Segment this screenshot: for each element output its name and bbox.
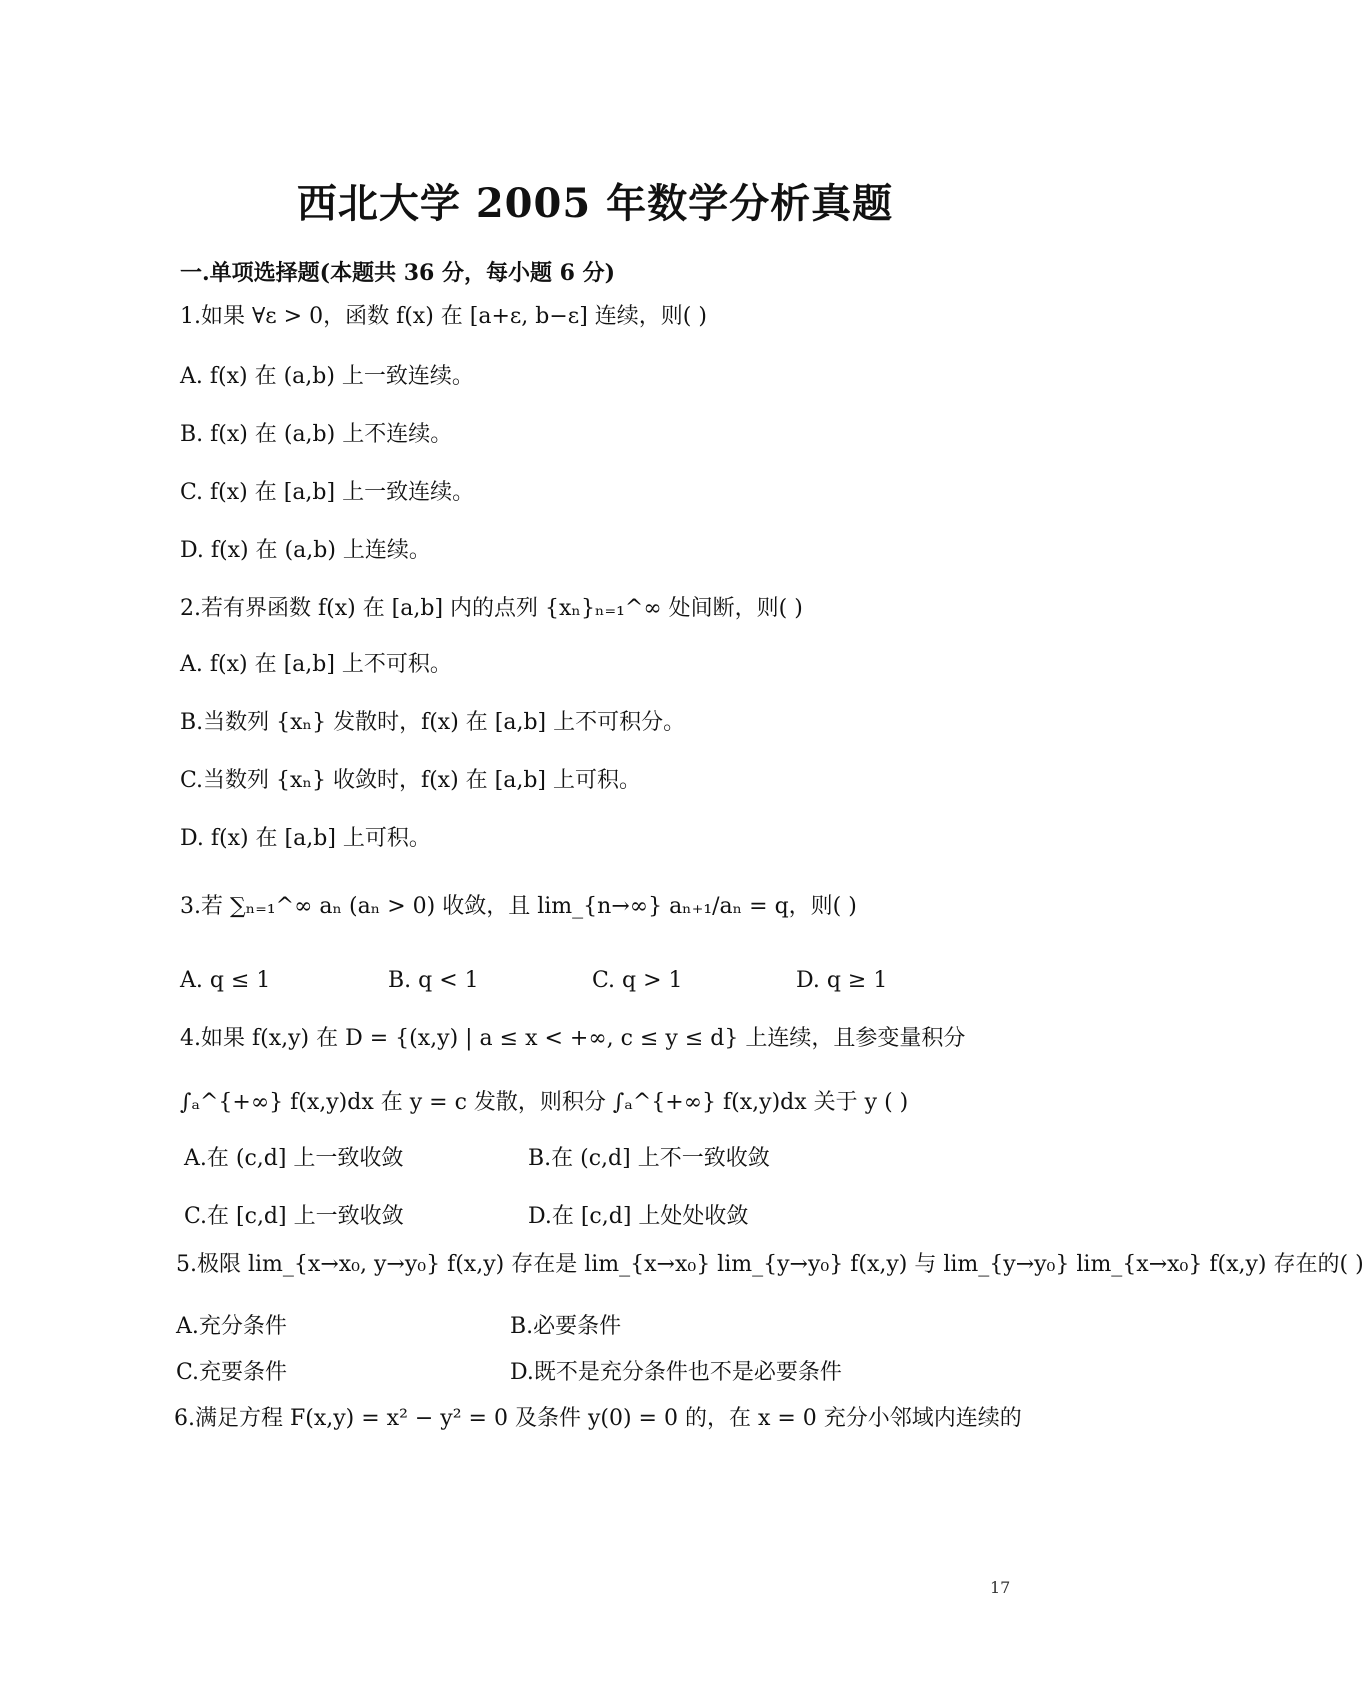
question-2-option-a: A. f(x) 在 [a,b] 上不可积。 (180, 652, 452, 677)
question-2-option-b: B.当数列 {xₙ} 发散时，f(x) 在 [a,b] 上不可积分。 (180, 710, 686, 735)
question-2-stem: 2.若有界函数 f(x) 在 [a,b] 内的点列 {xₙ}ₙ₌₁^∞ 处间断，则( ) (180, 596, 803, 621)
question-4-option-c: C.在 [c,d] 上一致收敛 (184, 1204, 404, 1229)
question-2-option-c: C.当数列 {xₙ} 收敛时，f(x) 在 [a,b] 上可积。 (180, 768, 642, 793)
page-title: 西北大学 2005 年数学分析真题 (296, 180, 894, 227)
question-1-stem: 1.如果 ∀ε > 0，函数 f(x) 在 [a+ε, b−ε] 连续，则( ) (180, 304, 707, 329)
page-number: 17 (990, 1578, 1011, 1597)
question-5-stem: 5.极限 lim_{x→x₀, y→y₀} f(x,y) 存在是 lim_{x→x₀} lim_{y→y₀} f(x,y) 与 lim_{y→y₀} lim_{x→x₀} f(x,y) 存在的( ) (176, 1252, 1364, 1277)
section-heading: 一.单项选择题(本题共 36 分，每小题 6 分) (180, 260, 616, 286)
question-1-option-a: A. f(x) 在 (a,b) 上一致连续。 (180, 364, 474, 389)
question-5-option-b: B.必要条件 (510, 1314, 622, 1339)
question-1-option-b: B. f(x) 在 (a,b) 上不连续。 (180, 422, 453, 447)
question-3-option-a: A. q ≤ 1 (180, 968, 271, 993)
question-5-option-d: D.既不是充分条件也不是必要条件 (510, 1360, 842, 1385)
question-4-stem-continued: ∫ₐ^{+∞} f(x,y)dx 在 y = c 发散，则积分 ∫ₐ^{+∞} f(x,y)dx 关于 y ( ) (180, 1090, 909, 1115)
question-4-stem: 4.如果 f(x,y) 在 D = {(x,y) | a ≤ x < +∞, c ≤ y ≤ d} 上连续，且参变量积分 (180, 1026, 966, 1051)
question-4-option-b: B.在 (c,d] 上不一致收敛 (528, 1146, 770, 1171)
question-4-option-d: D.在 [c,d] 上处处收敛 (528, 1204, 749, 1229)
question-5-option-c: C.充要条件 (176, 1360, 288, 1385)
question-3-stem: 3.若 ∑ₙ₌₁^∞ aₙ (aₙ > 0) 收敛，且 lim_{n→∞} aₙ₊₁/aₙ = q，则( ) (180, 894, 857, 919)
question-4-option-a: A.在 (c,d] 上一致收敛 (184, 1146, 404, 1171)
question-3-option-d: D. q ≥ 1 (796, 968, 888, 993)
question-1-option-c: C. f(x) 在 [a,b] 上一致连续。 (180, 480, 475, 505)
question-3-option-c: C. q > 1 (592, 968, 683, 993)
question-3-option-b: B. q < 1 (388, 968, 479, 993)
question-2-option-d: D. f(x) 在 [a,b] 上可积。 (180, 826, 431, 851)
question-5-option-a: A.充分条件 (176, 1314, 287, 1339)
question-6-stem: 6.满足方程 F(x,y) = x² − y² = 0 及条件 y(0) = 0 的，在 x = 0 充分小邻域内连续的 (174, 1406, 1022, 1431)
question-1-option-d: D. f(x) 在 (a,b) 上连续。 (180, 538, 431, 563)
